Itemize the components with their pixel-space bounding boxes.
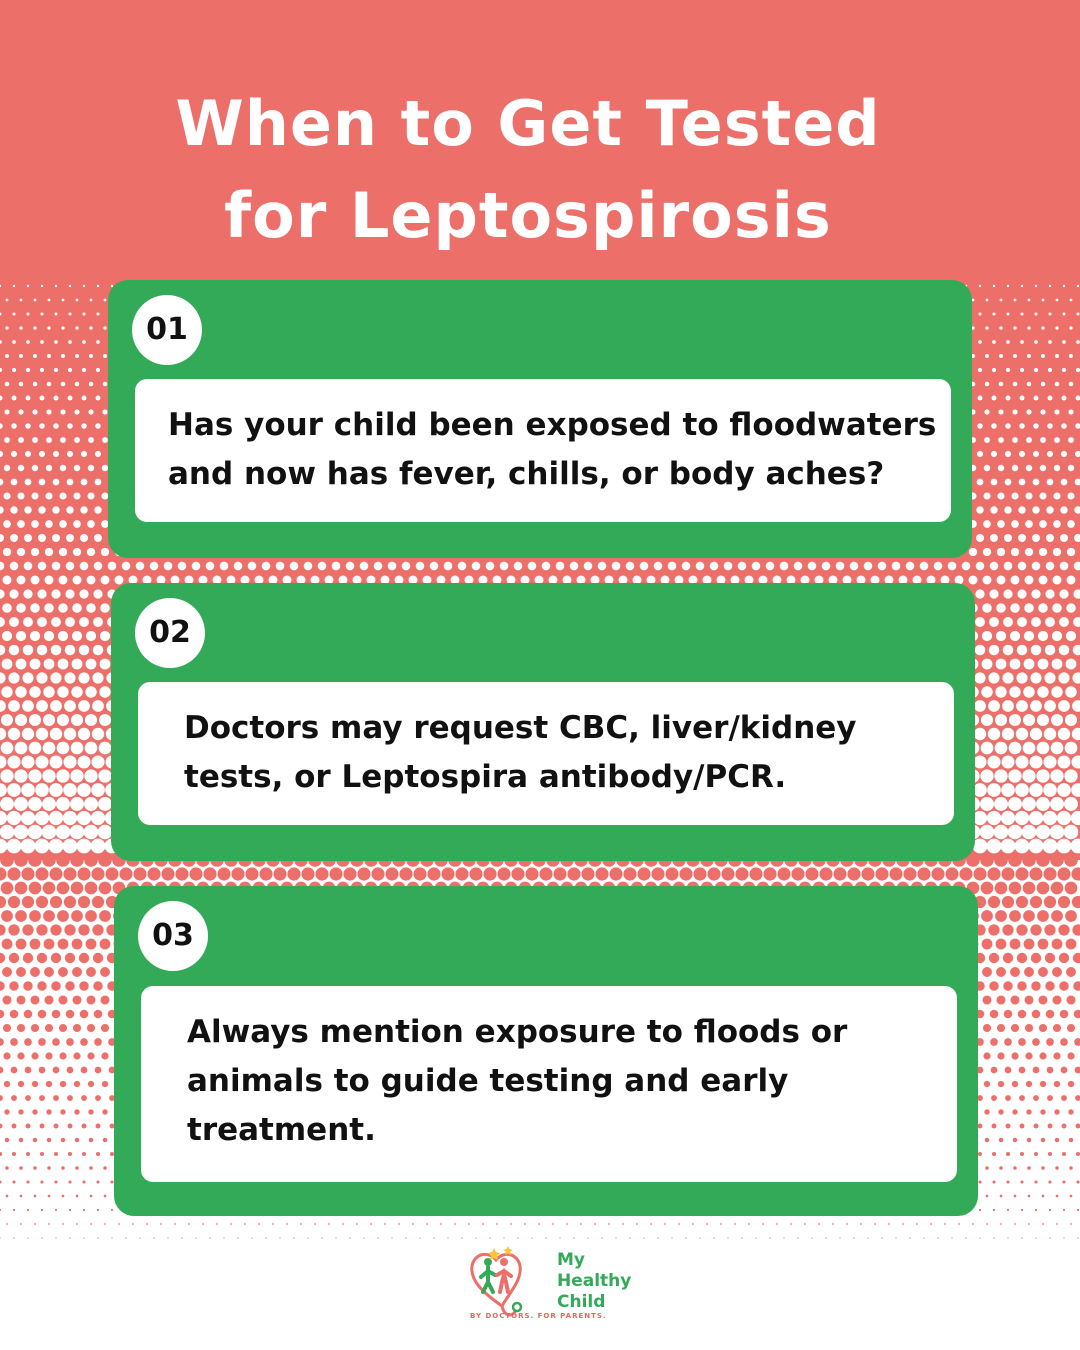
step-text: Has your child been exposed to floodwaters and now has fever, chills, or body aches?: [168, 407, 937, 492]
title-line-2: for Leptospirosis: [224, 179, 832, 252]
brand-name: [557, 1250, 631, 1313]
step-number-badge: 03: [138, 901, 208, 971]
step-card-1: [108, 280, 972, 558]
brand-line-2: Healthy: [557, 1271, 632, 1291]
brand-tagline: BY DOCTORS. FOR PARENTS.: [470, 1312, 607, 1320]
step-number-badge: 02: [135, 598, 205, 668]
title-line-1: When to Get Tested: [175, 87, 881, 160]
step-text: Doctors may request CBC, liver/kidney tests, or Leptospira antibody/PCR.: [184, 710, 857, 795]
step-text-box: [138, 682, 954, 825]
step-text-box: [141, 986, 957, 1182]
step-card-3: [114, 886, 978, 1216]
step-text-box: [135, 379, 951, 522]
step-card-2: [111, 583, 975, 861]
step-text: Always mention exposure to floods or animals to guide testing and early treatment.: [187, 1014, 848, 1148]
brand-line-3: Child: [557, 1292, 606, 1312]
step-number-badge: 01: [132, 295, 202, 365]
page-title: [0, 78, 1056, 262]
brand-line-1: My: [557, 1250, 585, 1270]
